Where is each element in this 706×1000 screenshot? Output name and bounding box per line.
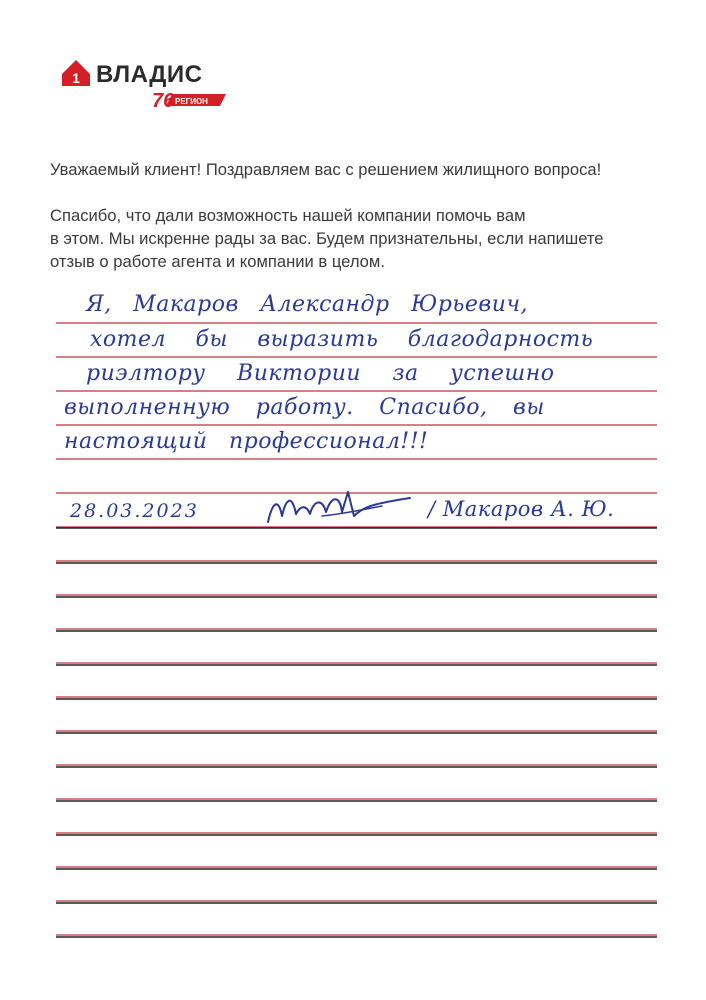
brand-name: ВЛАДИС xyxy=(96,61,203,88)
signer-name: / Макаров А. Ю. xyxy=(428,497,615,521)
handwritten-line: настоящий профессионал!!! xyxy=(64,429,429,454)
greeting: Уважаемый клиент! Поздравляем вас с решением жилищного вопроса! xyxy=(50,160,602,179)
handwritten-line: риэлтору Виктории за успешно xyxy=(86,361,555,386)
review-date: 28.03.2023 xyxy=(70,500,199,522)
region-word: РЕГИОН xyxy=(175,97,208,106)
logo-badge-digit: 1 xyxy=(72,70,80,86)
region-number: 76 xyxy=(152,90,175,112)
handwritten-line: хотел бы выразить благодарность xyxy=(90,327,594,352)
intro-line: в этом. Мы искренне рады за вас. Будем признательны, если напишете xyxy=(50,229,604,248)
intro-line: отзыв о работе агента и компании в целом. xyxy=(50,252,385,271)
signature xyxy=(262,486,412,528)
intro-line: Спасибо, что дали возможность нашей компании помочь вам xyxy=(50,206,526,225)
handwritten-line: выполненную работу. Спасибо, вы xyxy=(64,395,545,420)
handwritten-line: Я, Макаров Александр Юрьевич, xyxy=(86,292,529,317)
